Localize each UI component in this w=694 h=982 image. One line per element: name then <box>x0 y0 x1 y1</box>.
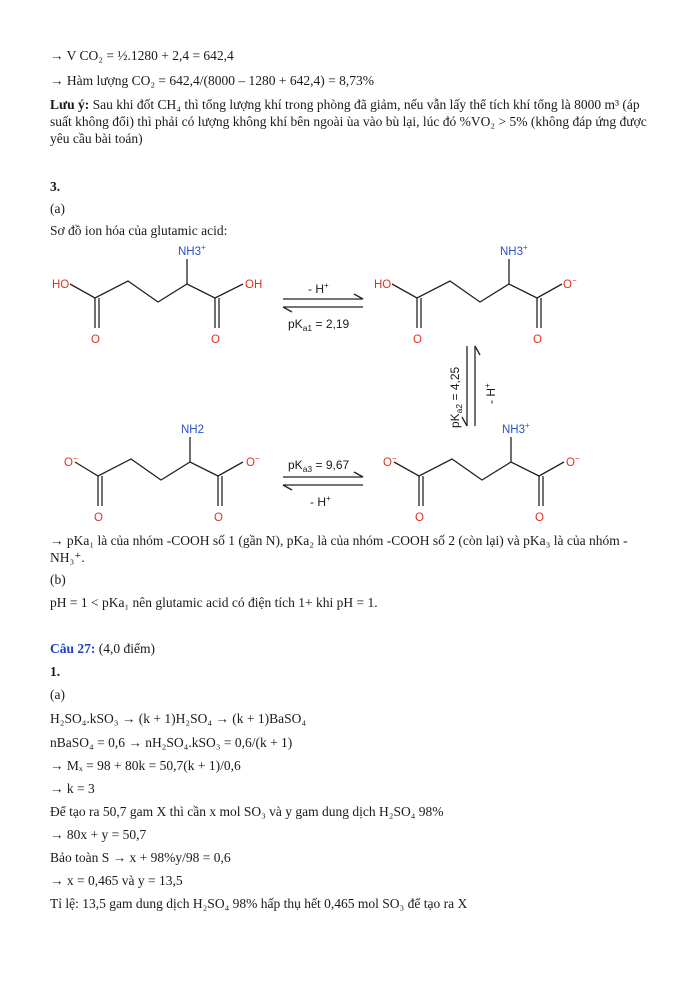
ho-label-2: HO <box>374 279 392 291</box>
question-27-points: (4,0 điểm) <box>95 641 156 656</box>
co2-content-line: → Hàm lượng CO₂ = 642,4/(8000 – 1280 + 642,4) = 8,73% <box>50 73 374 88</box>
chain-4 <box>75 459 218 480</box>
note-paragraph <box>50 96 650 147</box>
c27-line-4: → k = 3 <box>50 781 95 796</box>
arrow1-top-label: - H+ <box>308 281 329 296</box>
ominus-label-4b: O− <box>246 454 260 469</box>
q3-intro: Sơ đồ ion hóa của glutamic acid: <box>50 223 228 238</box>
o-label-4b: O <box>214 512 223 524</box>
c27-number: 1. <box>50 664 61 679</box>
co2-volume-line: → V CO₂ = ½.1280 + 2,4 = 642,4 <box>50 48 234 63</box>
c27-line-1: H₂SO₄.kSO₃ → (k + 1)H₂SO₄ → (k + 1)BaSO₄ <box>50 711 307 726</box>
c27-line-9: Tỉ lệ: 13,5 gam dung dịch H₂SO₄ 98% hấp thụ hết 0,465 mol SO₃ để tạo ra X <box>50 896 468 911</box>
question-27-title: Câu 27: <box>50 641 96 656</box>
ominus-label-3b: O− <box>566 454 580 469</box>
note-label: Lưu ý: <box>50 97 90 112</box>
q3-part-b: (b) <box>50 572 66 587</box>
c27-line-2: nBaSO₄ = 0,6 → nH₂SO₄.kSO₃ = 0,6/(k + 1) <box>50 735 293 750</box>
arrow1-bottom-label: $pK_{a1} = 2,19$ <box>288 317 350 333</box>
c27-line-7: Bảo toàn S → x + 98%y/98 = 0,6 <box>50 850 231 865</box>
chain-1 <box>70 281 215 302</box>
chain-3 <box>394 459 539 480</box>
chain-2 <box>392 281 537 302</box>
oh-label-1: OH <box>245 279 263 291</box>
arrow2-h-label: - H+ <box>483 383 498 404</box>
ho-label-1: HO <box>52 279 70 291</box>
o-label-1a: O <box>91 334 100 346</box>
ominus-label-2: O− <box>563 276 577 291</box>
q3-number: 3. <box>50 179 61 194</box>
o-label-2a: O <box>413 334 422 346</box>
o-label-3b: O <box>535 512 544 524</box>
c27-line-3: → Mₓ = 98 + 80k = 50,7(k + 1)/0,6 <box>50 758 241 773</box>
o-label-3a: O <box>415 512 424 524</box>
nh3-label-2: NH3+ <box>500 243 528 258</box>
c27-part-a: (a) <box>50 687 65 702</box>
question-27-heading <box>50 640 155 658</box>
arrow3-top-label: $pK_{a3} = 9,67$ <box>288 458 350 474</box>
note-text: Sau khi đốt CH₄ thì tổng lượng khí trong phòng đã giảm, nếu vẫn lấy thể tích khí tổng là 8000 m³ (áp suất không đổi) thì phải có lượng không khí bên ngoài ùa vào bù lại, lúc đó %VO₂ > 5% (không đáp ứng được yêu cầu bài toán) <box>50 97 647 146</box>
nh3-label-1: NH3+ <box>178 243 206 258</box>
c27-line-6: → 80x + y = 50,7 <box>50 827 147 842</box>
ominus-label-4a: O− <box>64 454 78 469</box>
c27-line-5: Để tạo ra 50,7 gam X thì cần x mol SO₃ và y gam dung dịch H₂SO₄ 98% <box>50 804 444 819</box>
o-label-2b: O <box>533 334 542 346</box>
arrow3-bottom-label: - H+ <box>310 494 331 509</box>
o-label-4a: O <box>94 512 103 524</box>
ominus-label-3a: O− <box>383 454 397 469</box>
q3-part-b-text: pH = 1 < pKa₁ nên glutamic acid có điện tích 1+ khi pH = 1. <box>50 595 378 610</box>
nh3-label-3: NH3+ <box>502 421 530 436</box>
q3-part-a: (a) <box>50 201 65 216</box>
c27-line-8: → x = 0,465 và y = 13,5 <box>50 873 183 888</box>
nh2-label-4: NH2 <box>181 424 205 436</box>
ionization-scheme <box>40 236 600 531</box>
arrow2-side-label: $pK_{a2} = 4,25$ <box>448 366 464 428</box>
pka-explanation: → pKa₁ là của nhóm -COOH số 1 (gần N), pKa₂ là của nhóm -COOH số 2 (còn lại) và pKa₃ là của nhóm -NH₃⁺. <box>50 533 628 565</box>
o-label-1b: O <box>211 334 220 346</box>
